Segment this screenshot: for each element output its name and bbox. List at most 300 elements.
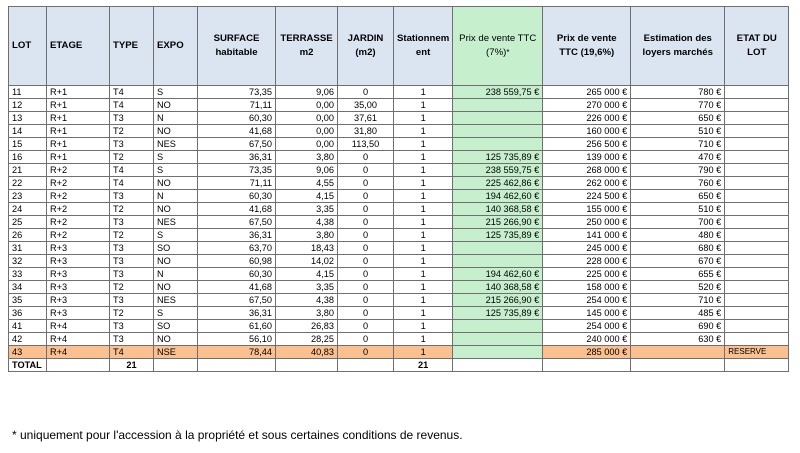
cell-terrasse: 4,55 (276, 177, 338, 190)
cell-expo: NES (154, 216, 198, 229)
cell-expo: S (154, 86, 198, 99)
cell-etat: RESERVE (725, 346, 789, 359)
cell-lot: 42 (9, 333, 47, 346)
cell-jardin: 0 (338, 294, 394, 307)
total-label: TOTAL (9, 359, 47, 372)
cell-surface: 60,98 (198, 255, 276, 268)
cell-expo: NES (154, 138, 198, 151)
cell-expo: S (154, 151, 198, 164)
header-prix-7-star: * (506, 48, 510, 57)
total-empty-prix7 (453, 359, 543, 372)
lots-table-container (8, 6, 789, 372)
cell-stationnement: 1 (394, 281, 453, 294)
cell-prix-7: 194 462,60 € (453, 268, 543, 281)
cell-loyer: 650 € (631, 190, 725, 203)
cell-type: T3 (110, 268, 154, 281)
cell-etat (725, 242, 789, 255)
table-row (9, 281, 789, 294)
cell-jardin: 0 (338, 268, 394, 281)
cell-prix-196: 226 000 € (543, 112, 631, 125)
cell-prix-196: 262 000 € (543, 177, 631, 190)
cell-etat (725, 229, 789, 242)
cell-lot: 23 (9, 190, 47, 203)
table-row (9, 229, 789, 242)
cell-jardin: 0 (338, 242, 394, 255)
cell-terrasse: 0,00 (276, 112, 338, 125)
cell-loyer: 690 € (631, 320, 725, 333)
cell-lot: 14 (9, 125, 47, 138)
cell-stationnement: 1 (394, 112, 453, 125)
cell-prix-196: 256 500 € (543, 138, 631, 151)
cell-surface: 60,30 (198, 112, 276, 125)
total-empty-prix196 (543, 359, 631, 372)
cell-expo: N (154, 112, 198, 125)
cell-surface: 73,35 (198, 86, 276, 99)
cell-type: T2 (110, 203, 154, 216)
cell-jardin: 113,50 (338, 138, 394, 151)
cell-expo: S (154, 164, 198, 177)
cell-type: T3 (110, 216, 154, 229)
cell-loyer: 710 € (631, 294, 725, 307)
cell-type: T4 (110, 99, 154, 112)
cell-loyer: 770 € (631, 99, 725, 112)
cell-jardin: 0 (338, 333, 394, 346)
cell-surface: 41,68 (198, 281, 276, 294)
cell-lot: 26 (9, 229, 47, 242)
cell-surface: 56,10 (198, 333, 276, 346)
cell-lot: 11 (9, 86, 47, 99)
cell-jardin: 0 (338, 346, 394, 359)
cell-etage: R+1 (47, 86, 110, 99)
cell-loyer: 520 € (631, 281, 725, 294)
cell-surface: 60,30 (198, 190, 276, 203)
cell-prix-7: 125 735,89 € (453, 151, 543, 164)
total-empty-expo (154, 359, 198, 372)
cell-stationnement: 1 (394, 216, 453, 229)
cell-stationnement: 1 (394, 229, 453, 242)
cell-terrasse: 4,38 (276, 294, 338, 307)
cell-lot: 41 (9, 320, 47, 333)
cell-etat (725, 99, 789, 112)
header-etat: ETAT DU LOT (725, 7, 789, 86)
cell-prix-7: 140 368,58 € (453, 203, 543, 216)
cell-loyer: 650 € (631, 112, 725, 125)
cell-surface: 36,31 (198, 307, 276, 320)
cell-etat (725, 281, 789, 294)
lots-price-table (8, 6, 789, 372)
cell-terrasse: 9,06 (276, 86, 338, 99)
cell-terrasse: 3,80 (276, 151, 338, 164)
table-row (9, 320, 789, 333)
cell-prix-7: 140 368,58 € (453, 281, 543, 294)
cell-type: T2 (110, 307, 154, 320)
cell-surface: 61,60 (198, 320, 276, 333)
cell-etage: R+4 (47, 320, 110, 333)
header-row (9, 7, 789, 86)
cell-prix-7 (453, 346, 543, 359)
cell-stationnement: 1 (394, 125, 453, 138)
cell-expo: NO (154, 333, 198, 346)
header-loyers: Estimation des loyers marchés (631, 7, 725, 86)
cell-loyer (631, 346, 725, 359)
cell-prix-7: 215 266,90 € (453, 294, 543, 307)
cell-etat (725, 164, 789, 177)
cell-prix-7 (453, 242, 543, 255)
cell-terrasse: 4,15 (276, 268, 338, 281)
table-row (9, 346, 789, 359)
cell-etage: R+1 (47, 125, 110, 138)
cell-etage: R+1 (47, 99, 110, 112)
cell-jardin: 0 (338, 177, 394, 190)
cell-lot: 34 (9, 281, 47, 294)
cell-loyer: 510 € (631, 125, 725, 138)
cell-prix-196: 254 000 € (543, 294, 631, 307)
cell-prix-196: 268 000 € (543, 164, 631, 177)
cell-terrasse: 3,35 (276, 203, 338, 216)
cell-jardin: 0 (338, 203, 394, 216)
cell-etat (725, 151, 789, 164)
cell-prix-196: 285 000 € (543, 346, 631, 359)
cell-prix-7 (453, 333, 543, 346)
table-row (9, 164, 789, 177)
table-row (9, 138, 789, 151)
header-etage: ETAGE (47, 7, 110, 86)
cell-etat (725, 294, 789, 307)
cell-etage: R+2 (47, 203, 110, 216)
cell-surface: 73,35 (198, 164, 276, 177)
cell-jardin: 0 (338, 281, 394, 294)
cell-stationnement: 1 (394, 346, 453, 359)
cell-expo: NSE (154, 346, 198, 359)
cell-terrasse: 3,80 (276, 307, 338, 320)
cell-etat (725, 268, 789, 281)
cell-prix-7: 125 735,89 € (453, 307, 543, 320)
cell-etat (725, 190, 789, 203)
cell-loyer: 480 € (631, 229, 725, 242)
cell-loyer: 630 € (631, 333, 725, 346)
cell-loyer: 780 € (631, 86, 725, 99)
table-body (9, 86, 789, 359)
cell-loyer: 670 € (631, 255, 725, 268)
cell-lot: 32 (9, 255, 47, 268)
cell-terrasse: 28,25 (276, 333, 338, 346)
cell-terrasse: 4,15 (276, 190, 338, 203)
cell-stationnement: 1 (394, 203, 453, 216)
cell-expo: N (154, 190, 198, 203)
cell-stationnement: 1 (394, 255, 453, 268)
cell-type: T3 (110, 320, 154, 333)
cell-loyer: 680 € (631, 242, 725, 255)
cell-etat (725, 320, 789, 333)
table-row (9, 177, 789, 190)
cell-prix-7 (453, 255, 543, 268)
cell-type: T4 (110, 177, 154, 190)
cell-surface: 63,70 (198, 242, 276, 255)
cell-jardin: 0 (338, 320, 394, 333)
cell-surface: 41,68 (198, 203, 276, 216)
cell-jardin: 31,80 (338, 125, 394, 138)
cell-terrasse: 0,00 (276, 99, 338, 112)
cell-loyer: 470 € (631, 151, 725, 164)
cell-expo: NO (154, 203, 198, 216)
cell-etat (725, 216, 789, 229)
header-jardin: JARDIN (m2) (338, 7, 394, 86)
header-type: TYPE (110, 7, 154, 86)
cell-surface: 78,44 (198, 346, 276, 359)
table-row (9, 242, 789, 255)
cell-surface: 41,68 (198, 125, 276, 138)
cell-prix-196: 139 000 € (543, 151, 631, 164)
cell-prix-7: 125 735,89 € (453, 229, 543, 242)
cell-loyer: 790 € (631, 164, 725, 177)
table-row (9, 125, 789, 138)
cell-stationnement: 1 (394, 138, 453, 151)
cell-prix-196: 254 000 € (543, 320, 631, 333)
cell-etage: R+2 (47, 177, 110, 190)
cell-jardin: 0 (338, 216, 394, 229)
cell-prix-7 (453, 320, 543, 333)
cell-expo: NO (154, 99, 198, 112)
cell-type: T2 (110, 125, 154, 138)
cell-terrasse: 3,80 (276, 229, 338, 242)
cell-surface: 71,11 (198, 177, 276, 190)
cell-jardin: 0 (338, 229, 394, 242)
cell-prix-196: 158 000 € (543, 281, 631, 294)
cell-stationnement: 1 (394, 177, 453, 190)
cell-stationnement: 1 (394, 242, 453, 255)
cell-loyer: 510 € (631, 203, 725, 216)
cell-lot: 43 (9, 346, 47, 359)
cell-etat (725, 333, 789, 346)
cell-surface: 36,31 (198, 229, 276, 242)
total-stationnement-count: 21 (394, 359, 453, 372)
cell-expo: NO (154, 177, 198, 190)
cell-etage: R+2 (47, 229, 110, 242)
cell-etage: R+2 (47, 164, 110, 177)
cell-etat (725, 86, 789, 99)
cell-terrasse: 0,00 (276, 138, 338, 151)
cell-prix-7: 225 462,86 € (453, 177, 543, 190)
header-prix-7-label: Prix de vente TTC (7%) (459, 33, 537, 58)
cell-etage: R+2 (47, 190, 110, 203)
cell-lot: 35 (9, 294, 47, 307)
cell-lot: 15 (9, 138, 47, 151)
cell-etage: R+3 (47, 268, 110, 281)
header-prix-7 (453, 7, 543, 86)
cell-prix-7: 238 559,75 € (453, 86, 543, 99)
cell-prix-196: 160 000 € (543, 125, 631, 138)
cell-etat (725, 112, 789, 125)
cell-etage: R+3 (47, 307, 110, 320)
cell-lot: 16 (9, 151, 47, 164)
cell-stationnement: 1 (394, 164, 453, 177)
total-empty-etage (47, 359, 110, 372)
total-empty-surface (198, 359, 276, 372)
cell-loyer: 760 € (631, 177, 725, 190)
cell-stationnement: 1 (394, 320, 453, 333)
table-row (9, 307, 789, 320)
cell-prix-196: 240 000 € (543, 333, 631, 346)
cell-terrasse: 0,00 (276, 125, 338, 138)
cell-expo: NES (154, 294, 198, 307)
table-row (9, 99, 789, 112)
cell-stationnement: 1 (394, 268, 453, 281)
table-row (9, 216, 789, 229)
cell-jardin: 0 (338, 255, 394, 268)
cell-stationnement: 1 (394, 190, 453, 203)
cell-prix-196: 265 000 € (543, 86, 631, 99)
cell-stationnement: 1 (394, 86, 453, 99)
cell-prix-196: 145 000 € (543, 307, 631, 320)
cell-etage: R+2 (47, 216, 110, 229)
cell-prix-196: 141 000 € (543, 229, 631, 242)
cell-expo: NO (154, 281, 198, 294)
header-stationnement: Stationnem ent (394, 7, 453, 86)
cell-expo: NO (154, 125, 198, 138)
cell-etage: R+3 (47, 294, 110, 307)
cell-prix-196: 270 000 € (543, 99, 631, 112)
cell-jardin: 0 (338, 151, 394, 164)
cell-surface: 67,50 (198, 216, 276, 229)
cell-type: T4 (110, 346, 154, 359)
total-empty-terrasse (276, 359, 338, 372)
cell-type: T2 (110, 229, 154, 242)
cell-type: T2 (110, 151, 154, 164)
cell-etat (725, 138, 789, 151)
table-row (9, 203, 789, 216)
cell-etat (725, 177, 789, 190)
cell-jardin: 0 (338, 86, 394, 99)
table-row (9, 255, 789, 268)
cell-prix-7: 215 266,90 € (453, 216, 543, 229)
cell-etat (725, 307, 789, 320)
cell-stationnement: 1 (394, 99, 453, 112)
cell-lot: 22 (9, 177, 47, 190)
cell-prix-196: 228 000 € (543, 255, 631, 268)
header-prix-196: Prix de vente TTC (19,6%) (543, 7, 631, 86)
cell-prix-196: 224 500 € (543, 190, 631, 203)
cell-surface: 67,50 (198, 138, 276, 151)
cell-terrasse: 4,38 (276, 216, 338, 229)
cell-lot: 13 (9, 112, 47, 125)
cell-type: T4 (110, 164, 154, 177)
cell-etage: R+4 (47, 346, 110, 359)
cell-lot: 21 (9, 164, 47, 177)
table-row (9, 190, 789, 203)
table-row (9, 151, 789, 164)
cell-surface: 60,30 (198, 268, 276, 281)
cell-terrasse: 14,02 (276, 255, 338, 268)
cell-etage: R+3 (47, 255, 110, 268)
cell-expo: SO (154, 242, 198, 255)
cell-stationnement: 1 (394, 333, 453, 346)
cell-prix-196: 250 000 € (543, 216, 631, 229)
cell-terrasse: 26,83 (276, 320, 338, 333)
cell-prix-196: 225 000 € (543, 268, 631, 281)
cell-prix-7 (453, 138, 543, 151)
cell-prix-7 (453, 125, 543, 138)
table-row (9, 268, 789, 281)
cell-etage: R+3 (47, 242, 110, 255)
cell-type: T3 (110, 190, 154, 203)
cell-etat (725, 203, 789, 216)
cell-surface: 36,31 (198, 151, 276, 164)
cell-terrasse: 18,43 (276, 242, 338, 255)
total-empty-loyer (631, 359, 725, 372)
cell-expo: S (154, 229, 198, 242)
cell-expo: S (154, 307, 198, 320)
cell-type: T3 (110, 294, 154, 307)
cell-prix-7 (453, 99, 543, 112)
cell-type: T3 (110, 242, 154, 255)
cell-expo: N (154, 268, 198, 281)
cell-jardin: 0 (338, 307, 394, 320)
total-empty-jardin (338, 359, 394, 372)
cell-etat (725, 125, 789, 138)
header-terrasse: TERRASSE m2 (276, 7, 338, 86)
cell-expo: SO (154, 320, 198, 333)
cell-jardin: 0 (338, 190, 394, 203)
table-row (9, 333, 789, 346)
cell-prix-196: 245 000 € (543, 242, 631, 255)
cell-prix-7 (453, 112, 543, 125)
cell-prix-196: 155 000 € (543, 203, 631, 216)
cell-loyer: 700 € (631, 216, 725, 229)
cell-jardin: 37,61 (338, 112, 394, 125)
cell-type: T3 (110, 138, 154, 151)
cell-lot: 24 (9, 203, 47, 216)
cell-expo: NO (154, 255, 198, 268)
cell-prix-7: 194 462,60 € (453, 190, 543, 203)
cell-type: T2 (110, 281, 154, 294)
table-row (9, 112, 789, 125)
cell-type: T3 (110, 333, 154, 346)
cell-lot: 31 (9, 242, 47, 255)
header-expo: EXPO (154, 7, 198, 86)
cell-surface: 71,11 (198, 99, 276, 112)
table-row (9, 294, 789, 307)
cell-stationnement: 1 (394, 294, 453, 307)
cell-etage: R+1 (47, 138, 110, 151)
cell-terrasse: 3,35 (276, 281, 338, 294)
cell-loyer: 655 € (631, 268, 725, 281)
total-row (9, 359, 789, 372)
cell-lot: 36 (9, 307, 47, 320)
cell-loyer: 485 € (631, 307, 725, 320)
cell-jardin: 35,00 (338, 99, 394, 112)
cell-terrasse: 40,83 (276, 346, 338, 359)
cell-etat (725, 255, 789, 268)
table-row (9, 86, 789, 99)
cell-loyer: 710 € (631, 138, 725, 151)
cell-lot: 12 (9, 99, 47, 112)
header-lot: LOT (9, 7, 47, 86)
cell-etage: R+1 (47, 151, 110, 164)
cell-terrasse: 9,06 (276, 164, 338, 177)
total-type-count: 21 (110, 359, 154, 372)
cell-prix-7: 238 559,75 € (453, 164, 543, 177)
cell-type: T3 (110, 255, 154, 268)
header-surface: SURFACE habitable (198, 7, 276, 86)
footnote: * uniquement pour l'accession à la propriété et sous certaines conditions de revenus. (12, 428, 463, 442)
cell-jardin: 0 (338, 164, 394, 177)
cell-lot: 33 (9, 268, 47, 281)
cell-etage: R+4 (47, 333, 110, 346)
cell-type: T4 (110, 86, 154, 99)
cell-type: T3 (110, 112, 154, 125)
cell-surface: 67,50 (198, 294, 276, 307)
cell-stationnement: 1 (394, 151, 453, 164)
